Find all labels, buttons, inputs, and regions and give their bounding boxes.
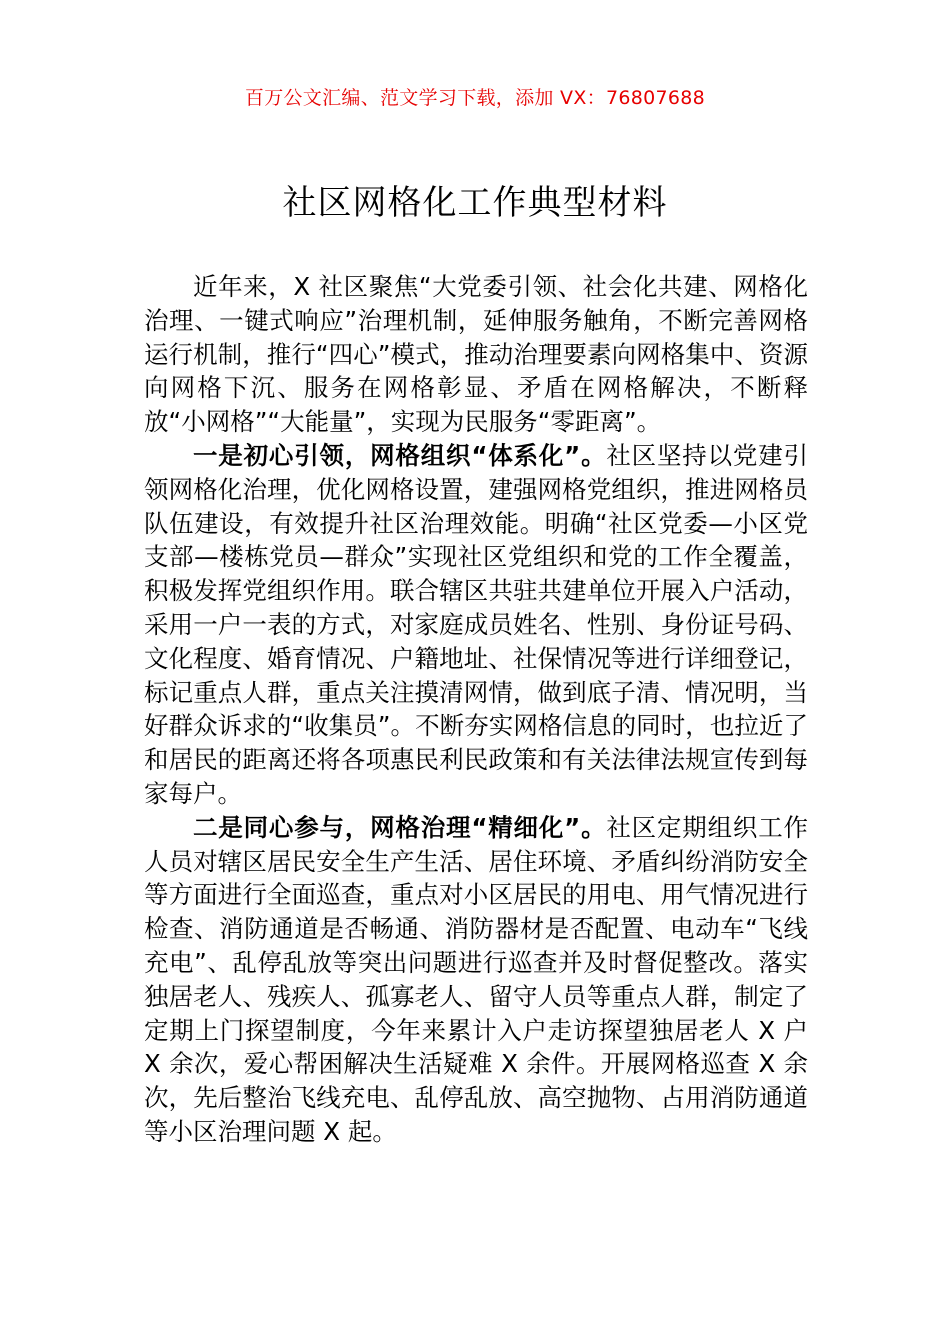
header-note: 百万公文汇编、范文学习下载，添加 VX：76807688 bbox=[244, 87, 706, 109]
intro-paragraph: 近年来，X 社区聚焦“大党委引领、社会化共建、网格化治理、一键式响应”治理机制，延伸服务触角，不断完善网格运行机制，推行“四心”模式，推动治理要素向网格集中、资源向网格下沉、服务在网格彰显、矛盾在网格解决，不断释放“小网格”“大能量”，实现为民服务“零距离”。 bbox=[144, 272, 808, 437]
section-text-2: 社区定期组织工作人员对辖区居民安全生产生活、居住环境、矛盾纠纷消防安全等方面进行全面巡查，重点对小区居民的用电、用气情况进行检查、消防通道是否畅通、消防器材是否配置、电动车“飞线充电”、乱停乱放等突出问题进行巡查并及时督促整改。落实独居老人、残疾人、孤寡老人、留守人员等重点人群，制定了定期上门探望制度，今年来累计入户走访探望独居老人 X 户 X 余次，爱心帮困解决生活疑难 X 余件。开展网格巡查 X 余次，先后整治飞线充电、乱停乱放、高空抛物、占用消防通道等小区治理问题 X 起。 bbox=[144, 812, 809, 1146]
section-text-1: 社区坚持以党建引领网格化治理，优化网格设置，建强网格党组织，推进网格员队伍建设，有效提升社区治理效能。明确“社区党委—小区党支部—楼栋党员—群众”实现社区党组织和党的工作全覆盖，积极发挥党组织作用。联合辖区共驻共建单位开展入户活动，采用一户一表的方式，对家庭成员姓名、性别、身份证号码、文化程度、婚育情况、户籍地址、社保情况等进行详细登记，标记重点人群，重点关注摸清网情，做到底子清、情况明，当好群众诉求的“收集员”。不断夯实网格信息的同时，也拉近了和居民的距离还将各项惠民利民政策和有关法律法规宣传到每家每户。 bbox=[144, 440, 809, 808]
document-body bbox=[144, 270, 808, 1149]
section-paragraph-1 bbox=[144, 439, 808, 811]
section-paragraph-2 bbox=[144, 811, 808, 1149]
section-heading-2: 二是同心参与，网格治理“精细化”。 bbox=[193, 812, 607, 842]
document-title: 社区网格化工作典型材料 bbox=[282, 183, 668, 223]
section-heading-1: 一是初心引领，网格组织“体系化”。 bbox=[193, 440, 607, 470]
